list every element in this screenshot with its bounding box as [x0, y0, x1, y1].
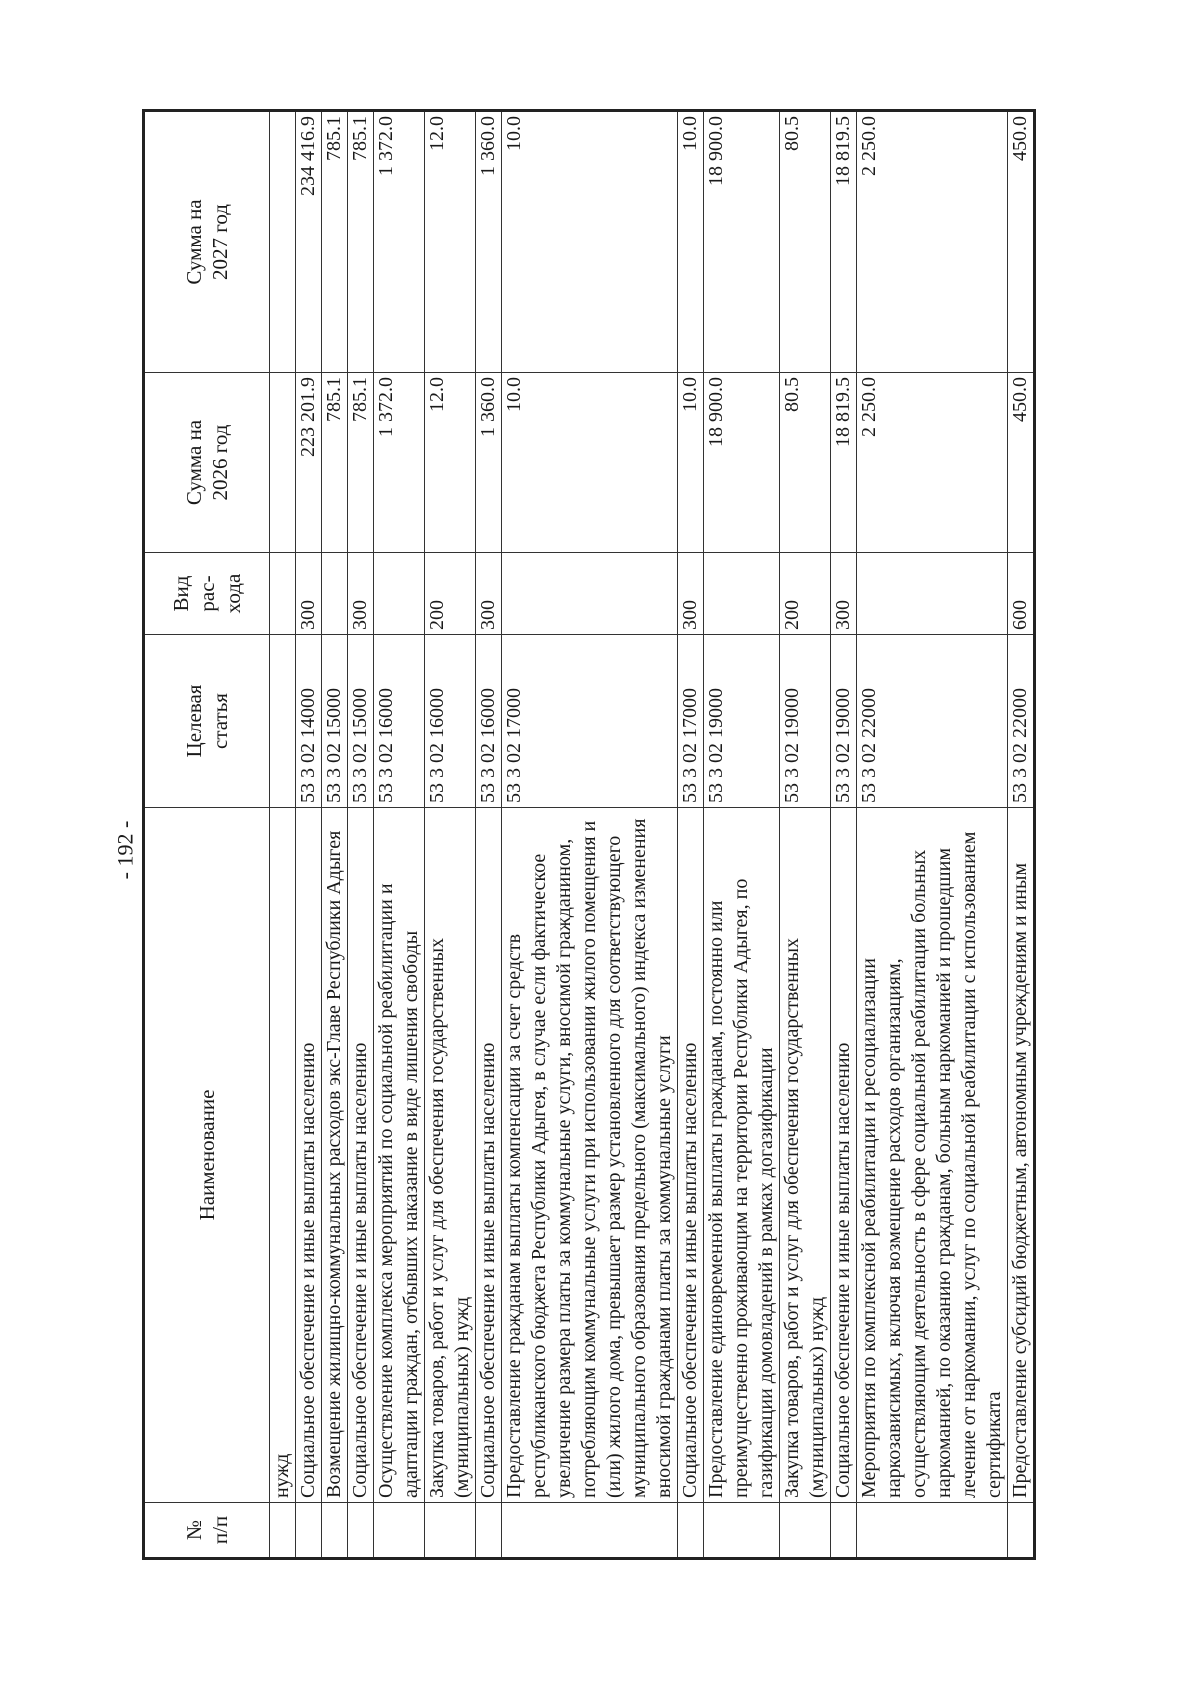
cell-sum-2026: 18 900.0 — [704, 373, 780, 553]
cell-name: Возмещение жилищно-коммунальных расходов экс-Главе Республики Адыгея — [322, 808, 348, 1503]
cell-sum-2026: 18 819.5 — [831, 373, 857, 553]
cell-name: Предоставление субсидий бюджетным, автономным учреждениям и иным — [1008, 808, 1035, 1503]
cell-name: Предоставление гражданам выплаты компенсации за счет средств республиканского бюджета Республики Адыгея, в случае если фактическое увеличение размера платы за коммунальные услуги, вносимой гражданином, потребляющим коммунальные услуги при использовании жилого помещения и (или) жилого дома, превышает размер установленного для соответствующего муниципального образования предельного (максимального) индекса изменения вносимой гражданами платы за коммунальные услуги — [502, 808, 678, 1503]
cell-num — [1008, 1503, 1035, 1559]
header-num — [144, 1503, 270, 1559]
cell-target-code: 53 3 02 16000 — [374, 635, 425, 808]
cell-num — [374, 1503, 425, 1559]
table-row — [476, 111, 502, 1559]
header-code — [144, 635, 270, 808]
cell-sum-2026: 450.0 — [1008, 373, 1035, 553]
table-header — [144, 111, 270, 1559]
cell-name: Социальное обеспечение и иные выплаты населению — [476, 808, 502, 1503]
header-sum-2026-text: Сумма на 2026 год — [182, 419, 232, 506]
table-row — [322, 111, 348, 1559]
cell-sum-2026: 223 201.9 — [296, 373, 322, 553]
cell-expense-type: 300 — [348, 553, 374, 635]
cell-target-code: 53 3 02 16000 — [476, 635, 502, 808]
table-row — [704, 111, 780, 1559]
cell-num — [704, 1503, 780, 1559]
cell-sum-2027: 1 360.0 — [476, 111, 502, 373]
cell-sum-2027: 18 819.5 — [831, 111, 857, 373]
cell-name: Предоставление единовременной выплаты гражданам, постоянно или преимущественно проживающим на территории Республики Адыгея, по газификации домовладений в рамках догазификации — [704, 808, 780, 1503]
header-name-text: Наименование — [195, 1089, 219, 1221]
cell-sum-2027: 450.0 — [1008, 111, 1035, 373]
cell-expense-type: 600 — [1008, 553, 1035, 635]
cell-sum-2027: 10.0 — [678, 111, 704, 373]
cell-target-code: 53 3 02 19000 — [831, 635, 857, 808]
table-row — [296, 111, 322, 1559]
cell-sum-2027: 785.1 — [322, 111, 348, 373]
cell-target-code: 53 3 02 15000 — [348, 635, 374, 808]
cell-name: Закупка товаров, работ и услуг для обеспечения государственных (муниципальных) нужд — [425, 808, 476, 1503]
cell-num — [678, 1503, 704, 1559]
cell-expense-type — [374, 553, 425, 635]
cell-target-code: 53 3 02 19000 — [704, 635, 780, 808]
cell-target-code: 53 3 02 22000 — [857, 635, 1008, 808]
cell-name: Мероприятия по комплексной реабилитации и ресоциализации наркозависимых, включая возмещение расходов организациям, осуществляющим деятельность в сфере социальной реабилитации больных наркоманией, по оказанию гражданам, больным наркоманией и прошедшим лечение от наркомании, услуг по социальной реабилитации с использованием сертификата — [857, 808, 1008, 1503]
cell-sum-2026: 2 250.0 — [857, 373, 1008, 553]
cell-name: Осуществление комплекса мероприятий по социальной реабилитации и адаптации граждан, отбывших наказание в виде лишения свободы — [374, 808, 425, 1503]
cell-expense-type — [502, 553, 678, 635]
cell-target-code: 53 3 02 16000 — [425, 635, 476, 808]
cell-name: Закупка товаров, работ и услуг для обеспечения государственных (муниципальных) нужд — [780, 808, 831, 1503]
cell-num — [348, 1503, 374, 1559]
cell-name: нужд — [270, 808, 296, 1503]
cell-name: Социальное обеспечение и иные выплаты населению — [831, 808, 857, 1503]
header-sum-2027 — [144, 111, 270, 373]
cell-num — [780, 1503, 831, 1559]
cell-expense-type: 300 — [296, 553, 322, 635]
cell-sum-2027: 18 900.0 — [704, 111, 780, 373]
cell-num — [857, 1503, 1008, 1559]
cell-expense-type: 300 — [678, 553, 704, 635]
table-row — [831, 111, 857, 1559]
cell-sum-2027: 1 372.0 — [374, 111, 425, 373]
header-type — [144, 553, 270, 635]
cell-target-code: 53 3 02 19000 — [780, 635, 831, 808]
header-sum-2026 — [144, 373, 270, 553]
header-type-text: Вид рас- хода — [169, 573, 245, 614]
cell-sum-2026: 1 360.0 — [476, 373, 502, 553]
cell-target-code: 53 3 02 17000 — [502, 635, 678, 808]
cell-sum-2026: 1 372.0 — [374, 373, 425, 553]
cell-num — [270, 1503, 296, 1559]
cell-sum-2026: 12.0 — [425, 373, 476, 553]
cell-expense-type — [270, 553, 296, 635]
cell-num — [296, 1503, 322, 1559]
cell-sum-2026: 785.1 — [322, 373, 348, 553]
table-row — [1008, 111, 1035, 1559]
cell-target-code — [270, 635, 296, 808]
cell-expense-type — [704, 553, 780, 635]
header-code-text: Целевая статья — [182, 684, 232, 758]
header-num-text: № п/п — [182, 1515, 232, 1545]
header-sum-2027-text: Сумма на 2027 год — [182, 199, 232, 285]
page-number-text: - 192 - — [112, 820, 137, 880]
cell-expense-type: 300 — [476, 553, 502, 635]
cell-num — [322, 1503, 348, 1559]
cell-sum-2027: 234 416.9 — [296, 111, 322, 373]
budget-table-container — [142, 112, 1036, 1560]
cell-sum-2027: 80.5 — [780, 111, 831, 373]
table-row — [857, 111, 1008, 1559]
cell-num — [476, 1503, 502, 1559]
cell-sum-2026: 785.1 — [348, 373, 374, 553]
cell-target-code: 53 3 02 17000 — [678, 635, 704, 808]
cell-name: Социальное обеспечение и иные выплаты населению — [678, 808, 704, 1503]
table-row — [270, 111, 296, 1559]
table-body — [270, 111, 1035, 1559]
cell-sum-2026 — [270, 373, 296, 553]
cell-sum-2026: 10.0 — [678, 373, 704, 553]
cell-sum-2027: 10.0 — [502, 111, 678, 373]
table-row — [678, 111, 704, 1559]
cell-sum-2027: 785.1 — [348, 111, 374, 373]
cell-sum-2027 — [270, 111, 296, 373]
cell-expense-type — [322, 553, 348, 635]
cell-target-code: 53 3 02 22000 — [1008, 635, 1035, 808]
header-row — [144, 111, 270, 1559]
table-row — [374, 111, 425, 1559]
header-name — [144, 808, 270, 1503]
cell-sum-2027: 2 250.0 — [857, 111, 1008, 373]
cell-target-code: 53 3 02 14000 — [296, 635, 322, 808]
cell-sum-2026: 80.5 — [780, 373, 831, 553]
cell-expense-type: 200 — [780, 553, 831, 635]
table-row — [780, 111, 831, 1559]
cell-expense-type — [857, 553, 1008, 635]
table-row — [502, 111, 678, 1559]
cell-target-code: 53 3 02 15000 — [322, 635, 348, 808]
table-row — [425, 111, 476, 1559]
cell-name: Социальное обеспечение и иные выплаты населению — [348, 808, 374, 1503]
cell-expense-type: 300 — [831, 553, 857, 635]
cell-sum-2027: 12.0 — [425, 111, 476, 373]
cell-sum-2026: 10.0 — [502, 373, 678, 553]
budget-table — [142, 109, 1036, 1560]
cell-expense-type: 200 — [425, 553, 476, 635]
cell-num — [502, 1503, 678, 1559]
table-row — [348, 111, 374, 1559]
cell-name: Социальное обеспечение и иные выплаты населению — [296, 808, 322, 1503]
cell-num — [831, 1503, 857, 1559]
cell-num — [425, 1503, 476, 1559]
